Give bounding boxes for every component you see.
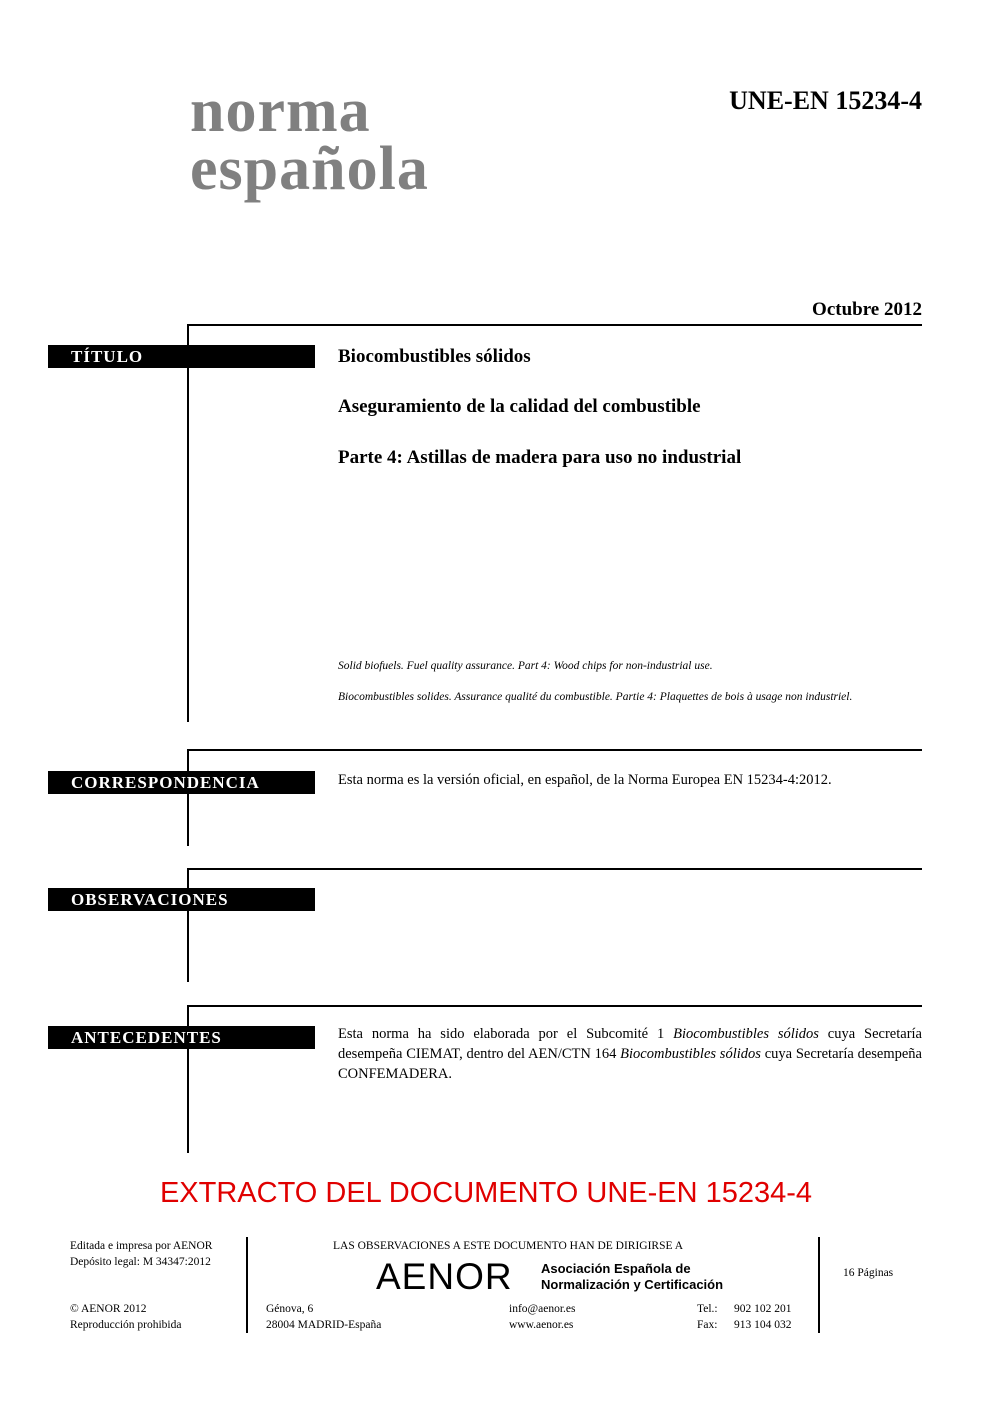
address-city: 28004 MADRID-España bbox=[266, 1319, 382, 1331]
legal-deposit: Depósito legal: M 34347:2012 bbox=[70, 1256, 211, 1268]
titulo-side-rule bbox=[187, 324, 189, 722]
title-spanish-2: Aseguramiento de la calidad del combustible bbox=[338, 396, 701, 417]
footer-phone-labels bbox=[697, 1301, 718, 1333]
norma-espanola-heading bbox=[190, 77, 429, 203]
antecedentes-text-part-3: cuya Secretaría desempeña CONFEMADERA. bbox=[338, 1046, 922, 1082]
title-spanish-3: Parte 4: Astillas de madera para uso no industrial bbox=[338, 447, 742, 468]
observaciones-label: OBSERVACIONES bbox=[48, 888, 315, 911]
brand-line-1: norma bbox=[190, 77, 371, 145]
footer-phone-numbers bbox=[734, 1301, 792, 1333]
title-french: Biocombustibles solides. Assurance qualité du combustible. Partie 4: Plaquettes de bois à usage non industriel. bbox=[338, 691, 853, 703]
antecedentes-text-part-1: Esta norma ha sido elaborada por el Subcomité 1 bbox=[338, 1026, 674, 1042]
standard-code: UNE-EN 15234-4 bbox=[729, 86, 922, 115]
tel-label: Tel.: bbox=[697, 1303, 718, 1315]
publication-date: Octubre 2012 bbox=[812, 299, 922, 320]
footer-address bbox=[266, 1301, 381, 1333]
antecedentes-committee-name: Biocombustibles sólidos bbox=[620, 1046, 761, 1062]
aenor-logo: AENOR bbox=[376, 1256, 513, 1297]
footer-online bbox=[509, 1301, 575, 1333]
aenor-full-name bbox=[541, 1261, 723, 1293]
correspondencia-top-rule bbox=[187, 749, 922, 751]
edited-by: Editada e impresa por AENOR bbox=[70, 1240, 213, 1252]
extract-notice: EXTRACTO DEL DOCUMENTO UNE-EN 15234-4 bbox=[159, 1177, 813, 1209]
email-link[interactable]: info@aenor.es bbox=[509, 1303, 576, 1315]
brand-line-2: española bbox=[190, 135, 429, 203]
antecedentes-subcommittee-name: Biocombustibles sólidos bbox=[673, 1026, 819, 1042]
antecedentes-label: ANTECEDENTES bbox=[48, 1026, 315, 1049]
title-english: Solid biofuels. Fuel quality assurance. Part 4: Wood chips for non-industrial use. bbox=[338, 660, 713, 672]
footer-copyright bbox=[70, 1301, 181, 1333]
antecedentes-text bbox=[338, 1024, 922, 1084]
fax-number: 913 104 032 bbox=[734, 1319, 792, 1331]
fax-label: Fax: bbox=[697, 1319, 718, 1331]
footer-divider-left bbox=[246, 1237, 248, 1333]
footer-divider-right bbox=[818, 1237, 820, 1333]
reproduction-notice: Reproducción prohibida bbox=[70, 1319, 182, 1331]
org-name-line-2: Normalización y Certificación bbox=[541, 1277, 724, 1292]
observaciones-side-rule bbox=[187, 868, 189, 982]
titulo-label: TÍTULO bbox=[48, 345, 315, 368]
footer-contact-notice: LAS OBSERVACIONES A ESTE DOCUMENTO HAN DE DIRIGIRSE A bbox=[333, 1240, 684, 1252]
website-link[interactable]: www.aenor.es bbox=[509, 1319, 574, 1331]
correspondencia-side-rule bbox=[187, 749, 189, 846]
footer-edition bbox=[70, 1238, 212, 1270]
tel-number: 902 102 201 bbox=[734, 1303, 792, 1315]
title-spanish-1: Biocombustibles sólidos bbox=[338, 346, 531, 367]
copyright: © AENOR 2012 bbox=[70, 1303, 147, 1315]
correspondencia-label: CORRESPONDENCIA bbox=[48, 771, 315, 794]
address-street: Génova, 6 bbox=[266, 1303, 314, 1315]
correspondencia-text: Esta norma es la versión oficial, en español, de la Norma Europea EN 15234-4:2012. bbox=[338, 772, 832, 788]
page-count: 16 Páginas bbox=[843, 1267, 894, 1279]
antecedentes-top-rule bbox=[187, 1005, 922, 1007]
antecedentes-text-part-2: cuya Secretaría desempeña CIEMAT, dentro del AEN/CTN 164 bbox=[338, 1026, 922, 1062]
titulo-top-rule bbox=[187, 324, 922, 326]
observaciones-top-rule bbox=[187, 868, 922, 870]
org-name-line-1: Asociación Española de bbox=[541, 1261, 691, 1276]
